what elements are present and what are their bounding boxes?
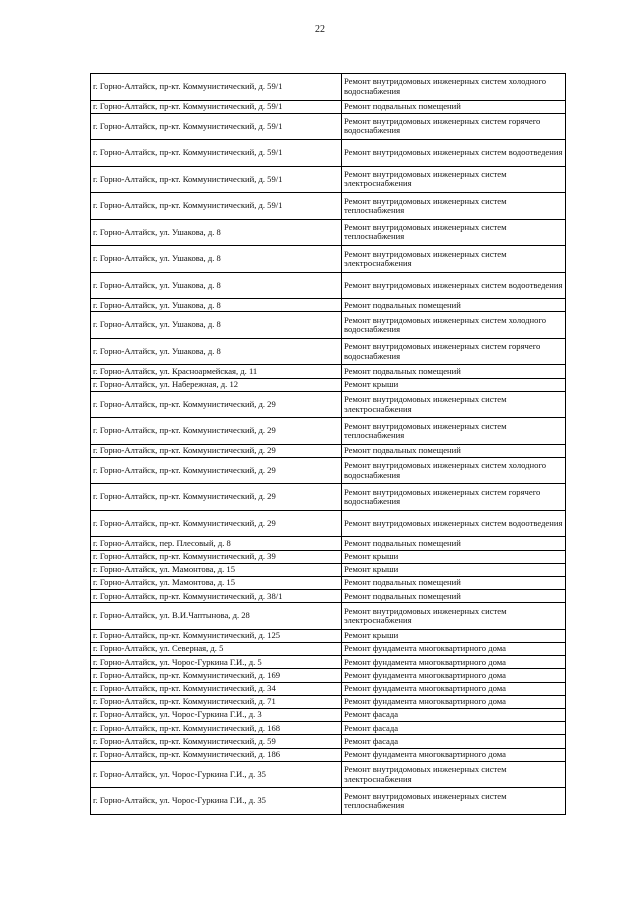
address-cell: г. Горно-Алтайск, ул. Северная, д. 5 [91,643,342,656]
work-type-cell: Ремонт крыши [342,629,566,642]
table-row [91,656,566,669]
table-row [91,484,566,511]
work-type-cell: Ремонт внутридомовых инженерных систем горячего водоснабжения [342,338,566,365]
address-cell: г. Горно-Алтайск, ул. Чорос-Гуркина Г.И., д. 5 [91,656,342,669]
table-row [91,113,566,140]
address-cell: г. Горно-Алтайск, ул. Чорос-Гуркина Г.И., д. 35 [91,788,342,815]
table-row [91,365,566,378]
table-row [91,457,566,484]
work-type-cell: Ремонт внутридомовых инженерных систем холодного водоснабжения [342,312,566,339]
works-table-body [91,74,566,815]
address-cell: г. Горно-Алтайск, ул. Ушакова, д. 8 [91,312,342,339]
address-cell: г. Горно-Алтайск, ул. Чорос-Гуркина Г.И., д. 35 [91,761,342,788]
address-cell: г. Горно-Алтайск, пр-кт. Коммунистический, д. 125 [91,629,342,642]
address-cell: г. Горно-Алтайск, ул. В.И.Чаптынова, д. 28 [91,603,342,630]
table-row [91,444,566,457]
work-type-cell: Ремонт крыши [342,550,566,563]
work-type-cell: Ремонт фундамента многоквартирного дома [342,643,566,656]
table-row [91,100,566,113]
table-row [91,761,566,788]
table-row [91,537,566,550]
address-cell: г. Горно-Алтайск, пр-кт. Коммунистический, д. 29 [91,484,342,511]
address-cell: г. Горно-Алтайск, пер. Плесовый, д. 8 [91,537,342,550]
table-row [91,722,566,735]
work-type-cell: Ремонт подвальных помещений [342,590,566,603]
work-type-cell: Ремонт подвальных помещений [342,444,566,457]
work-type-cell: Ремонт фундамента многоквартирного дома [342,656,566,669]
address-cell: г. Горно-Алтайск, пр-кт. Коммунистический, д. 29 [91,444,342,457]
table-row [91,735,566,748]
address-cell: г. Горно-Алтайск, пр-кт. Коммунистический, д. 34 [91,682,342,695]
table-row [91,550,566,563]
work-type-cell: Ремонт подвальных помещений [342,577,566,590]
address-cell: г. Горно-Алтайск, ул. Ушакова, д. 8 [91,338,342,365]
address-cell: г. Горно-Алтайск, ул. Мамонтова, д. 15 [91,563,342,576]
table-row [91,246,566,273]
address-cell: г. Горно-Алтайск, пр-кт. Коммунистический, д. 38/1 [91,590,342,603]
table-row [91,193,566,220]
address-cell: г. Горно-Алтайск, ул. Мамонтова, д. 15 [91,577,342,590]
address-cell: г. Горно-Алтайск, пр-кт. Коммунистический, д. 39 [91,550,342,563]
work-type-cell: Ремонт фасада [342,735,566,748]
table-row [91,788,566,815]
address-cell: г. Горно-Алтайск, пр-кт. Коммунистический, д. 29 [91,418,342,445]
table-row [91,709,566,722]
works-table [90,73,566,815]
page-number: 22 [315,24,325,35]
table-row [91,577,566,590]
address-cell: г. Горно-Алтайск, пр-кт. Коммунистический, д. 59/1 [91,74,342,101]
work-type-cell: Ремонт подвальных помещений [342,299,566,312]
work-type-cell: Ремонт подвальных помещений [342,365,566,378]
address-cell: г. Горно-Алтайск, пр-кт. Коммунистический, д. 29 [91,510,342,537]
work-type-cell: Ремонт внутридомовых инженерных систем электроснабжения [342,391,566,418]
work-type-cell: Ремонт подвальных помещений [342,537,566,550]
address-cell: г. Горно-Алтайск, пр-кт. Коммунистический, д. 169 [91,669,342,682]
table-row [91,695,566,708]
table-row [91,590,566,603]
table-row [91,669,566,682]
address-cell: г. Горно-Алтайск, пр-кт. Коммунистический, д. 59/1 [91,193,342,220]
work-type-cell: Ремонт внутридомовых инженерных систем теплоснабжения [342,193,566,220]
work-type-cell: Ремонт внутридомовых инженерных систем электроснабжения [342,603,566,630]
work-type-cell: Ремонт фундамента многоквартирного дома [342,695,566,708]
table-row [91,338,566,365]
work-type-cell: Ремонт внутридомовых инженерных систем водоотведения [342,510,566,537]
work-type-cell: Ремонт внутридомовых инженерных систем теплоснабжения [342,219,566,246]
table-row [91,391,566,418]
address-cell: г. Горно-Алтайск, ул. Ушакова, д. 8 [91,219,342,246]
address-cell: г. Горно-Алтайск, ул. Чорос-Гуркина Г.И., д. 3 [91,709,342,722]
work-type-cell: Ремонт крыши [342,563,566,576]
address-cell: г. Горно-Алтайск, пр-кт. Коммунистический, д. 29 [91,391,342,418]
work-type-cell: Ремонт внутридомовых инженерных систем электроснабжения [342,246,566,273]
work-type-cell: Ремонт подвальных помещений [342,100,566,113]
table-row [91,378,566,391]
work-type-cell: Ремонт внутридомовых инженерных систем теплоснабжения [342,418,566,445]
address-cell: г. Горно-Алтайск, пр-кт. Коммунистический, д. 59/1 [91,140,342,167]
table-row [91,629,566,642]
work-type-cell: Ремонт внутридомовых инженерных систем холодного водоснабжения [342,457,566,484]
address-cell: г. Горно-Алтайск, пр-кт. Коммунистический, д. 168 [91,722,342,735]
work-type-cell: Ремонт фундамента многоквартирного дома [342,748,566,761]
table-row [91,643,566,656]
table-row [91,748,566,761]
work-type-cell: Ремонт крыши [342,378,566,391]
table-row [91,140,566,167]
table-row [91,219,566,246]
table-row [91,510,566,537]
work-type-cell: Ремонт фундамента многоквартирного дома [342,682,566,695]
address-cell: г. Горно-Алтайск, пр-кт. Коммунистический, д. 186 [91,748,342,761]
work-type-cell: Ремонт внутридомовых инженерных систем электроснабжения [342,166,566,193]
table-row [91,312,566,339]
address-cell: г. Горно-Алтайск, пр-кт. Коммунистический, д. 71 [91,695,342,708]
table-row [91,563,566,576]
address-cell: г. Горно-Алтайск, пр-кт. Коммунистический, д. 59/1 [91,100,342,113]
address-cell: г. Горно-Алтайск, ул. Ушакова, д. 8 [91,246,342,273]
table-row [91,299,566,312]
table-row [91,74,566,101]
table-row [91,682,566,695]
work-type-cell: Ремонт фундамента многоквартирного дома [342,669,566,682]
work-type-cell: Ремонт внутридомовых инженерных систем горячего водоснабжения [342,113,566,140]
table-row [91,418,566,445]
address-cell: г. Горно-Алтайск, пр-кт. Коммунистический, д. 29 [91,457,342,484]
work-type-cell: Ремонт фасада [342,722,566,735]
table-row [91,603,566,630]
work-type-cell: Ремонт внутридомовых инженерных систем электроснабжения [342,761,566,788]
table-row [91,272,566,299]
address-cell: г. Горно-Алтайск, ул. Ушакова, д. 8 [91,272,342,299]
address-cell: г. Горно-Алтайск, ул. Набережная, д. 12 [91,378,342,391]
work-type-cell: Ремонт фасада [342,709,566,722]
address-cell: г. Горно-Алтайск, ул. Ушакова, д. 8 [91,299,342,312]
work-type-cell: Ремонт внутридомовых инженерных систем горячего водоснабжения [342,484,566,511]
address-cell: г. Горно-Алтайск, пр-кт. Коммунистический, д. 59 [91,735,342,748]
work-type-cell: Ремонт внутридомовых инженерных систем водоотведения [342,140,566,167]
address-cell: г. Горно-Алтайск, пр-кт. Коммунистический, д. 59/1 [91,166,342,193]
work-type-cell: Ремонт внутридомовых инженерных систем теплоснабжения [342,788,566,815]
address-cell: г. Горно-Алтайск, ул. Красноармейская, д. 11 [91,365,342,378]
table-row [91,166,566,193]
address-cell: г. Горно-Алтайск, пр-кт. Коммунистический, д. 59/1 [91,113,342,140]
work-type-cell: Ремонт внутридомовых инженерных систем холодного водоснабжения [342,74,566,101]
work-type-cell: Ремонт внутридомовых инженерных систем водоотведения [342,272,566,299]
